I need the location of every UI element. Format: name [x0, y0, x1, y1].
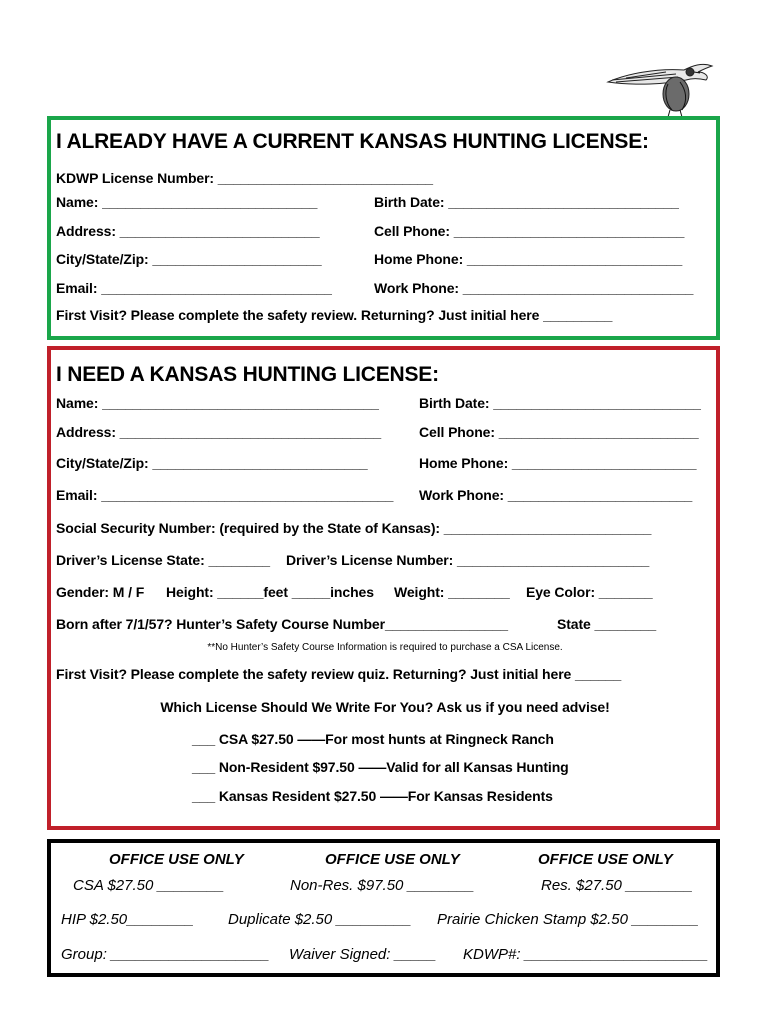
new-license-heading: I NEED A KANSAS HUNTING LICENSE: — [56, 363, 439, 386]
office-non-res-field[interactable]: Non-Res. $97.50 ________ — [290, 877, 475, 894]
pheasant-bird-icon — [606, 56, 718, 118]
gender-field[interactable]: Gender: M / F — [56, 584, 145, 600]
office-use-title: OFFICE USE ONLY — [325, 851, 460, 868]
hunter-safety-state-field[interactable]: State ________ — [557, 616, 657, 632]
eye-color-field[interactable]: Eye Color: _______ — [526, 584, 653, 600]
license-option-non-resident[interactable]: ___ Non-Resident $97.50 ——Valid for all Kansas Hunting — [192, 759, 569, 775]
existing-license-heading: I ALREADY HAVE A CURRENT KANSAS HUNTING LICENSE: — [56, 130, 649, 153]
office-duplicate-field[interactable]: Duplicate $2.50 _________ — [228, 911, 412, 928]
office-waiver-field[interactable]: Waiver Signed: _____ — [289, 946, 437, 963]
home-phone-field[interactable]: Home Phone: ____________________________ — [374, 251, 683, 267]
office-use-title: OFFICE USE ONLY — [109, 851, 244, 868]
license-option-kansas-resident[interactable]: ___ Kansas Resident $27.50 ——For Kansas Residents — [192, 788, 553, 804]
office-hip-field[interactable]: HIP $2.50________ — [61, 911, 194, 928]
cell-phone-field[interactable]: Cell Phone: ______________________________ — [374, 223, 685, 239]
office-kdwp-field[interactable]: KDWP#: ______________________ — [463, 946, 709, 963]
address-field[interactable]: Address: __________________________________ — [56, 424, 382, 440]
email-field[interactable]: Email: ______________________________________ — [56, 487, 394, 503]
city-state-zip-field[interactable]: City/State/Zip: ____________________________ — [56, 455, 368, 471]
office-prairie-chicken-field[interactable]: Prairie Chicken Stamp $2.50 ________ — [437, 911, 699, 928]
office-use-title: OFFICE USE ONLY — [538, 851, 673, 868]
csa-license-note: **No Hunter’s Safety Course Information is required to purchase a CSA License. — [207, 642, 563, 653]
name-field[interactable]: Name: ____________________________ — [56, 194, 318, 210]
office-res-field[interactable]: Res. $27.50 ________ — [541, 877, 693, 894]
first-visit-initial-field[interactable]: First Visit? Please complete the safety review. Returning? Just initial here _________ — [56, 307, 613, 323]
drivers-license-state-field[interactable]: Driver’s License State: ________ — [56, 552, 270, 568]
ssn-field[interactable]: Social Security Number: (required by the State of Kansas): ___________________________ — [56, 520, 652, 536]
kdwp-license-number-field[interactable]: KDWP License Number: ____________________________ — [56, 170, 433, 186]
drivers-license-number-field[interactable]: Driver’s License Number: _________________________ — [286, 552, 650, 568]
first-visit-initial-field[interactable]: First Visit? Please complete the safety review quiz. Returning? Just initial here ______ — [56, 666, 622, 682]
height-field[interactable]: Height: ______feet _____inches — [166, 584, 374, 600]
birth-date-field[interactable]: Birth Date: ___________________________ — [419, 395, 701, 411]
which-license-prompt: Which License Should We Write For You? Ask us if you need advise! — [160, 699, 610, 715]
license-option-csa[interactable]: ___ CSA $27.50 ——For most hunts at Ringneck Ranch — [192, 731, 554, 747]
cell-phone-field[interactable]: Cell Phone: __________________________ — [419, 424, 699, 440]
work-phone-field[interactable]: Work Phone: ________________________ — [419, 487, 693, 503]
office-group-field[interactable]: Group: ___________________ — [61, 946, 270, 963]
office-csa-field[interactable]: CSA $27.50 ________ — [73, 877, 225, 894]
hunter-safety-number-field[interactable]: Born after 7/1/57? Hunter’s Safety Course Number________________ — [56, 616, 508, 632]
work-phone-field[interactable]: Work Phone: ______________________________ — [374, 280, 694, 296]
city-state-zip-field[interactable]: City/State/Zip: ______________________ — [56, 251, 322, 267]
home-phone-field[interactable]: Home Phone: ________________________ — [419, 455, 697, 471]
name-field[interactable]: Name: ____________________________________ — [56, 395, 379, 411]
address-field[interactable]: Address: __________________________ — [56, 223, 320, 239]
email-field[interactable]: Email: ______________________________ — [56, 280, 332, 296]
weight-field[interactable]: Weight: ________ — [394, 584, 510, 600]
birth-date-field[interactable]: Birth Date: ______________________________ — [374, 194, 679, 210]
